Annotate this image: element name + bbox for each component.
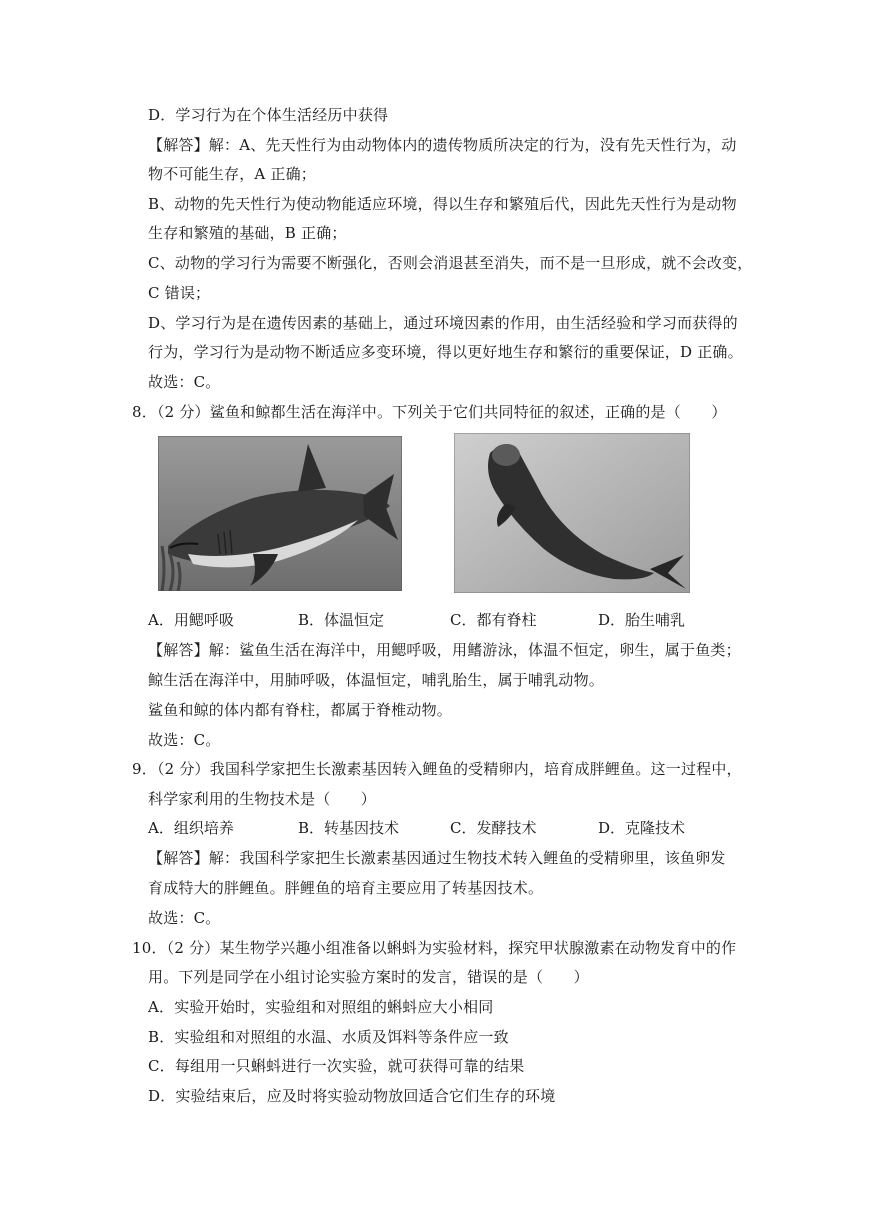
q7-answer-line: 生存和繁殖的基础，B 正确； [148, 224, 347, 242]
q10-option-c[interactable]: C．每组用一只蝌蚪进行一次实验，就可获得可靠的结果 [148, 1057, 525, 1075]
q7-answer-line: C 错误； [148, 284, 211, 302]
q10-stem: 10．（2 分）某生物学兴趣小组准备以蝌蚪为实验材料，探究甲状腺激素在动物发育中的作 [132, 939, 737, 957]
q8-stem: 8．（2 分）鲨鱼和鲸都生活在海洋中。下列关于它们共同特征的叙述，正确的是（ ） [132, 403, 727, 421]
q10-option-b[interactable]: B．实验组和对照组的水温、水质及饵料等条件应一致 [148, 1028, 509, 1046]
q7-answer-line: C、动物的学习行为需要不断强化，否则会消退甚至消失，而不是一旦形成，就不会改变， [148, 254, 753, 272]
q9-option-c[interactable]: C．发酵技术 [450, 819, 537, 837]
q7-answer-line: B、动物的先天性行为使动物能适应环境，得以生存和繁殖后代，因此先天性行为是动物 [148, 195, 737, 213]
q9-option-d[interactable]: D．克隆技术 [598, 819, 686, 837]
q10-stem: 用。下列是同学在小组讨论实验方案时的发言，错误的是（ ） [148, 968, 589, 986]
q9-answer-line: 【解答】解：我国科学家把生长激素基因通过生物技术转入鲤鱼的受精卵里，该鱼卵发 [148, 849, 726, 867]
q8-answer-line: 【解答】解：鲨鱼生活在海洋中，用鳃呼吸，用鳍游泳，体温不恒定，卵生，属于鱼类； [148, 641, 741, 659]
q9-stem: 9．（2 分）我国科学家把生长激素基因转入鲤鱼的受精卵内，培育成胖鲤鱼。这一过程中， [132, 760, 742, 778]
q8-answer-line: 鲸生活在海洋中，用肺呼吸，体温恒定，哺乳胎生，属于哺乳动物。 [148, 671, 605, 689]
q8-options [148, 610, 748, 630]
q7-choice: 故选：C。 [148, 373, 221, 391]
shark-photo [158, 436, 402, 591]
q9-answer-line: 育成特大的胖鲤鱼。胖鲤鱼的培育主要应用了转基因技术。 [148, 879, 544, 897]
q7-answer-line: 物不可能生存，A 正确； [148, 165, 317, 183]
q9-stem: 科学家利用的生物技术是（ ） [148, 790, 377, 808]
q8-choice: 故选：C。 [148, 731, 221, 749]
q9-option-b[interactable]: B．转基因技术 [298, 819, 400, 837]
q7-answer-line: 【解答】解：A、先天性行为由动物体内的遗传物质所决定的行为，没有先天性行为，动 [148, 136, 737, 154]
q7-answer-line: 行为，学习行为是动物不断适应多变环境，得以更好地生存和繁衍的重要保证，D 正确。 [148, 343, 743, 361]
q7-option-d: D．学习行为在个体生活经历中获得 [148, 106, 389, 124]
q10-option-a[interactable]: A．实验开始时，实验组和对照组的蝌蚪应大小相同 [148, 998, 494, 1016]
q7-answer-line: D、学习行为是在遗传因素的基础上，通过环境因素的作用，由生活经验和学习而获得的 [148, 314, 738, 332]
q8-option-a[interactable]: A．用鳃呼吸 [148, 611, 234, 629]
q8-option-b[interactable]: B．体温恒定 [298, 611, 385, 629]
q8-answer-line: 鲨鱼和鲸的体内都有脊柱，都属于脊椎动物。 [148, 701, 453, 719]
q9-options [148, 818, 748, 838]
q8-option-c[interactable]: C．都有脊柱 [450, 611, 537, 629]
q9-option-a[interactable]: A．组织培养 [148, 819, 234, 837]
q8-option-d[interactable]: D．胎生哺乳 [598, 611, 686, 629]
q9-choice: 故选：C。 [148, 909, 221, 927]
q10-option-d[interactable]: D．实验结束后，应及时将实验动物放回适合它们生存的环境 [148, 1087, 556, 1105]
whale-photo [454, 433, 690, 593]
